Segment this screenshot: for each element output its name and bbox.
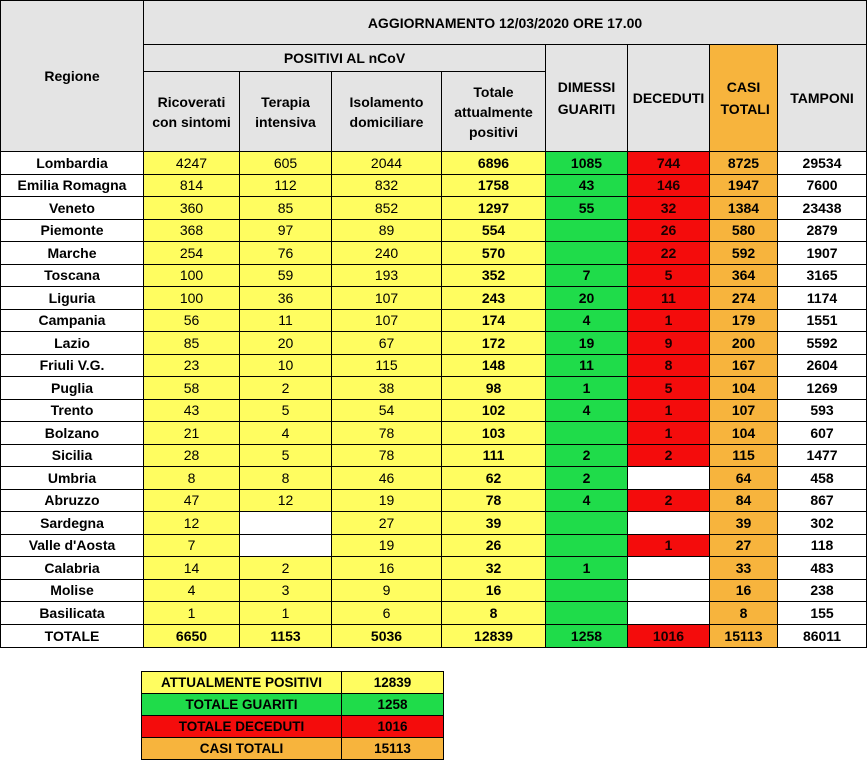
summary-value: 1258 bbox=[342, 694, 444, 716]
cell-totale: 554 bbox=[442, 219, 546, 242]
total-isolamento: 5036 bbox=[332, 624, 442, 647]
cell-casi: 167 bbox=[710, 354, 778, 377]
summary-value: 15113 bbox=[342, 738, 444, 760]
cell-dimessi bbox=[546, 534, 628, 557]
region-name: Molise bbox=[1, 579, 144, 602]
cell-casi: 1384 bbox=[710, 197, 778, 220]
cell-tamponi: 483 bbox=[778, 557, 867, 580]
cell-casi: 64 bbox=[710, 467, 778, 490]
region-name: Lazio bbox=[1, 332, 144, 355]
cell-dimessi bbox=[546, 242, 628, 265]
cell-casi: 200 bbox=[710, 332, 778, 355]
cell-isolamento: 78 bbox=[332, 422, 442, 445]
table-row bbox=[1, 512, 867, 535]
cell-terapia: 5 bbox=[240, 399, 332, 422]
cell-isolamento: 107 bbox=[332, 309, 442, 332]
cell-totale: 98 bbox=[442, 377, 546, 400]
summary-row bbox=[142, 694, 444, 716]
cell-isolamento: 6 bbox=[332, 602, 442, 625]
region-name: Friuli V.G. bbox=[1, 354, 144, 377]
cell-casi: 115 bbox=[710, 444, 778, 467]
cell-totale: 32 bbox=[442, 557, 546, 580]
cell-terapia: 112 bbox=[240, 174, 332, 197]
cell-isolamento: 27 bbox=[332, 512, 442, 535]
table-row bbox=[1, 287, 867, 310]
cell-deceduti: 744 bbox=[628, 152, 710, 175]
cell-dimessi: 55 bbox=[546, 197, 628, 220]
region-name: Abruzzo bbox=[1, 489, 144, 512]
total-terapia: 1153 bbox=[240, 624, 332, 647]
table-row bbox=[1, 489, 867, 512]
cell-deceduti: 32 bbox=[628, 197, 710, 220]
total-totale: 12839 bbox=[442, 624, 546, 647]
total-dimessi: 1258 bbox=[546, 624, 628, 647]
cell-casi: 364 bbox=[710, 264, 778, 287]
cell-tamponi: 238 bbox=[778, 579, 867, 602]
report-title: AGGIORNAMENTO 12/03/2020 ORE 17.00 bbox=[144, 1, 867, 45]
cell-isolamento: 9 bbox=[332, 579, 442, 602]
table-row bbox=[1, 377, 867, 400]
header-casi-totali: CASI TOTALI bbox=[710, 45, 778, 152]
header-dimessi: DIMESSI GUARITI bbox=[546, 45, 628, 152]
table-row bbox=[1, 422, 867, 445]
cell-tamponi: 118 bbox=[778, 534, 867, 557]
summary-label: CASI TOTALI bbox=[142, 738, 342, 760]
cell-totale: 26 bbox=[442, 534, 546, 557]
cell-totale: 78 bbox=[442, 489, 546, 512]
cell-totale: 172 bbox=[442, 332, 546, 355]
region-name: Campania bbox=[1, 309, 144, 332]
cell-ricoverati: 43 bbox=[144, 399, 240, 422]
table-row bbox=[1, 602, 867, 625]
cell-dimessi: 7 bbox=[546, 264, 628, 287]
cell-terapia: 59 bbox=[240, 264, 332, 287]
cell-terapia: 605 bbox=[240, 152, 332, 175]
cell-casi: 84 bbox=[710, 489, 778, 512]
table-row bbox=[1, 332, 867, 355]
cell-dimessi: 43 bbox=[546, 174, 628, 197]
cell-ricoverati: 56 bbox=[144, 309, 240, 332]
cell-tamponi: 302 bbox=[778, 512, 867, 535]
cell-terapia: 85 bbox=[240, 197, 332, 220]
cell-terapia: 36 bbox=[240, 287, 332, 310]
cell-casi: 27 bbox=[710, 534, 778, 557]
region-name: Basilicata bbox=[1, 602, 144, 625]
cell-deceduti bbox=[628, 467, 710, 490]
cell-ricoverati: 100 bbox=[144, 287, 240, 310]
cell-terapia: 97 bbox=[240, 219, 332, 242]
total-row bbox=[1, 624, 867, 647]
cell-deceduti: 1 bbox=[628, 534, 710, 557]
table-row bbox=[1, 152, 867, 175]
cell-totale: 352 bbox=[442, 264, 546, 287]
cell-terapia: 11 bbox=[240, 309, 332, 332]
cell-tamponi: 155 bbox=[778, 602, 867, 625]
summary-row bbox=[142, 716, 444, 738]
cell-terapia bbox=[240, 534, 332, 557]
cell-isolamento: 193 bbox=[332, 264, 442, 287]
region-name: Marche bbox=[1, 242, 144, 265]
region-name: Toscana bbox=[1, 264, 144, 287]
cell-dimessi: 4 bbox=[546, 309, 628, 332]
region-name: Sicilia bbox=[1, 444, 144, 467]
cell-ricoverati: 47 bbox=[144, 489, 240, 512]
summary-row bbox=[142, 738, 444, 760]
cell-ricoverati: 1 bbox=[144, 602, 240, 625]
cell-isolamento: 19 bbox=[332, 489, 442, 512]
cell-ricoverati: 58 bbox=[144, 377, 240, 400]
header-isolamento: Isolamento domiciliare bbox=[332, 72, 442, 152]
cell-ricoverati: 4 bbox=[144, 579, 240, 602]
cell-ricoverati: 28 bbox=[144, 444, 240, 467]
cell-ricoverati: 21 bbox=[144, 422, 240, 445]
cell-totale: 1297 bbox=[442, 197, 546, 220]
table-row bbox=[1, 242, 867, 265]
total-tamponi: 86011 bbox=[778, 624, 867, 647]
cell-totale: 148 bbox=[442, 354, 546, 377]
header-totale-positivi: Totale attualmente positivi bbox=[442, 72, 546, 152]
cell-tamponi: 7600 bbox=[778, 174, 867, 197]
cell-deceduti: 5 bbox=[628, 264, 710, 287]
cell-terapia: 12 bbox=[240, 489, 332, 512]
cell-isolamento: 115 bbox=[332, 354, 442, 377]
cell-casi: 580 bbox=[710, 219, 778, 242]
table-row bbox=[1, 354, 867, 377]
cell-dimessi: 2 bbox=[546, 444, 628, 467]
region-name: Sardegna bbox=[1, 512, 144, 535]
cell-casi: 8725 bbox=[710, 152, 778, 175]
cell-totale: 39 bbox=[442, 512, 546, 535]
cell-ricoverati: 100 bbox=[144, 264, 240, 287]
cell-dimessi bbox=[546, 579, 628, 602]
cell-isolamento: 46 bbox=[332, 467, 442, 490]
cell-tamponi: 1269 bbox=[778, 377, 867, 400]
cell-terapia: 3 bbox=[240, 579, 332, 602]
header-terapia: Terapia intensiva bbox=[240, 72, 332, 152]
cell-isolamento: 832 bbox=[332, 174, 442, 197]
cell-deceduti: 8 bbox=[628, 354, 710, 377]
cell-deceduti: 9 bbox=[628, 332, 710, 355]
cell-casi: 274 bbox=[710, 287, 778, 310]
header-deceduti: DECEDUTI bbox=[628, 45, 710, 152]
total-deceduti: 1016 bbox=[628, 624, 710, 647]
cell-terapia: 2 bbox=[240, 377, 332, 400]
region-name: Umbria bbox=[1, 467, 144, 490]
cell-isolamento: 54 bbox=[332, 399, 442, 422]
cell-totale: 243 bbox=[442, 287, 546, 310]
cell-casi: 8 bbox=[710, 602, 778, 625]
cell-deceduti: 1 bbox=[628, 399, 710, 422]
cell-deceduti bbox=[628, 512, 710, 535]
cell-casi: 179 bbox=[710, 309, 778, 332]
cell-terapia: 5 bbox=[240, 444, 332, 467]
cell-isolamento: 67 bbox=[332, 332, 442, 355]
table-row bbox=[1, 444, 867, 467]
cell-isolamento: 16 bbox=[332, 557, 442, 580]
table-row bbox=[1, 174, 867, 197]
cell-dimessi: 4 bbox=[546, 399, 628, 422]
cell-terapia: 2 bbox=[240, 557, 332, 580]
summary-label: TOTALE DECEDUTI bbox=[142, 716, 342, 738]
table-row bbox=[1, 197, 867, 220]
table-row bbox=[1, 219, 867, 242]
cell-totale: 103 bbox=[442, 422, 546, 445]
summary-label: TOTALE GUARITI bbox=[142, 694, 342, 716]
cell-totale: 16 bbox=[442, 579, 546, 602]
cell-tamponi: 5592 bbox=[778, 332, 867, 355]
cell-totale: 6896 bbox=[442, 152, 546, 175]
cell-isolamento: 2044 bbox=[332, 152, 442, 175]
cell-dimessi: 11 bbox=[546, 354, 628, 377]
cell-casi: 1947 bbox=[710, 174, 778, 197]
cell-totale: 62 bbox=[442, 467, 546, 490]
cell-tamponi: 23438 bbox=[778, 197, 867, 220]
cell-deceduti: 22 bbox=[628, 242, 710, 265]
cell-casi: 39 bbox=[710, 512, 778, 535]
cell-tamponi: 3165 bbox=[778, 264, 867, 287]
cell-deceduti: 146 bbox=[628, 174, 710, 197]
cell-terapia: 10 bbox=[240, 354, 332, 377]
cell-deceduti bbox=[628, 602, 710, 625]
cell-totale: 102 bbox=[442, 399, 546, 422]
cell-tamponi: 1907 bbox=[778, 242, 867, 265]
cell-terapia bbox=[240, 512, 332, 535]
region-name: Bolzano bbox=[1, 422, 144, 445]
cell-tamponi: 1551 bbox=[778, 309, 867, 332]
region-name: Liguria bbox=[1, 287, 144, 310]
cell-deceduti: 1 bbox=[628, 309, 710, 332]
cell-dimessi bbox=[546, 422, 628, 445]
cell-casi: 107 bbox=[710, 399, 778, 422]
cell-tamponi: 458 bbox=[778, 467, 867, 490]
cell-isolamento: 78 bbox=[332, 444, 442, 467]
cell-tamponi: 607 bbox=[778, 422, 867, 445]
cell-isolamento: 19 bbox=[332, 534, 442, 557]
cell-ricoverati: 12 bbox=[144, 512, 240, 535]
region-name: Calabria bbox=[1, 557, 144, 580]
cell-isolamento: 89 bbox=[332, 219, 442, 242]
region-name: Lombardia bbox=[1, 152, 144, 175]
cell-isolamento: 240 bbox=[332, 242, 442, 265]
cell-terapia: 8 bbox=[240, 467, 332, 490]
cell-ricoverati: 7 bbox=[144, 534, 240, 557]
cell-deceduti bbox=[628, 557, 710, 580]
cell-ricoverati: 360 bbox=[144, 197, 240, 220]
cell-tamponi: 2604 bbox=[778, 354, 867, 377]
cell-deceduti: 1 bbox=[628, 422, 710, 445]
table-body bbox=[1, 152, 867, 648]
region-name: Piemonte bbox=[1, 219, 144, 242]
cell-dimessi: 1 bbox=[546, 557, 628, 580]
summary-label: ATTUALMENTE POSITIVI bbox=[142, 672, 342, 694]
cell-dimessi: 1 bbox=[546, 377, 628, 400]
cell-isolamento: 107 bbox=[332, 287, 442, 310]
cell-dimessi bbox=[546, 219, 628, 242]
cell-ricoverati: 85 bbox=[144, 332, 240, 355]
cell-ricoverati: 814 bbox=[144, 174, 240, 197]
cell-terapia: 20 bbox=[240, 332, 332, 355]
cell-isolamento: 852 bbox=[332, 197, 442, 220]
summary-value: 1016 bbox=[342, 716, 444, 738]
cell-deceduti bbox=[628, 579, 710, 602]
cell-casi: 16 bbox=[710, 579, 778, 602]
cell-casi: 592 bbox=[710, 242, 778, 265]
cell-ricoverati: 4247 bbox=[144, 152, 240, 175]
cell-deceduti: 11 bbox=[628, 287, 710, 310]
table-row bbox=[1, 399, 867, 422]
region-name: Trento bbox=[1, 399, 144, 422]
cell-ricoverati: 8 bbox=[144, 467, 240, 490]
table-row bbox=[1, 309, 867, 332]
cell-terapia: 76 bbox=[240, 242, 332, 265]
cell-dimessi: 19 bbox=[546, 332, 628, 355]
cell-dimessi: 4 bbox=[546, 489, 628, 512]
cell-ricoverati: 14 bbox=[144, 557, 240, 580]
cell-tamponi: 1477 bbox=[778, 444, 867, 467]
region-name: Valle d'Aosta bbox=[1, 534, 144, 557]
cell-deceduti: 2 bbox=[628, 444, 710, 467]
cell-dimessi: 1085 bbox=[546, 152, 628, 175]
cell-deceduti: 26 bbox=[628, 219, 710, 242]
cell-dimessi: 20 bbox=[546, 287, 628, 310]
total-casi: 15113 bbox=[710, 624, 778, 647]
cell-ricoverati: 254 bbox=[144, 242, 240, 265]
cell-tamponi: 1174 bbox=[778, 287, 867, 310]
cell-isolamento: 38 bbox=[332, 377, 442, 400]
cell-totale: 8 bbox=[442, 602, 546, 625]
header-regione: Regione bbox=[1, 1, 144, 152]
cell-totale: 570 bbox=[442, 242, 546, 265]
cell-totale: 1758 bbox=[442, 174, 546, 197]
cell-deceduti: 5 bbox=[628, 377, 710, 400]
table-row bbox=[1, 264, 867, 287]
cell-tamponi: 593 bbox=[778, 399, 867, 422]
cell-tamponi: 2879 bbox=[778, 219, 867, 242]
table-row bbox=[1, 534, 867, 557]
table-row bbox=[1, 557, 867, 580]
cell-deceduti: 2 bbox=[628, 489, 710, 512]
cell-dimessi bbox=[546, 602, 628, 625]
cell-terapia: 4 bbox=[240, 422, 332, 445]
cell-ricoverati: 368 bbox=[144, 219, 240, 242]
summary-row bbox=[142, 672, 444, 694]
header-tamponi: TAMPONI bbox=[778, 45, 867, 152]
region-name: Veneto bbox=[1, 197, 144, 220]
header-positivi-group: POSITIVI AL nCoV bbox=[144, 45, 546, 72]
header-ricoverati: Ricoverati con sintomi bbox=[144, 72, 240, 152]
total-ricoverati: 6650 bbox=[144, 624, 240, 647]
cell-totale: 174 bbox=[442, 309, 546, 332]
cell-casi: 104 bbox=[710, 422, 778, 445]
table-row bbox=[1, 467, 867, 490]
region-name: Puglia bbox=[1, 377, 144, 400]
cell-casi: 104 bbox=[710, 377, 778, 400]
cell-dimessi bbox=[546, 512, 628, 535]
cell-terapia: 1 bbox=[240, 602, 332, 625]
total-label: TOTALE bbox=[1, 624, 144, 647]
cell-casi: 33 bbox=[710, 557, 778, 580]
cell-tamponi: 29534 bbox=[778, 152, 867, 175]
summary-value: 12839 bbox=[342, 672, 444, 694]
cell-tamponi: 867 bbox=[778, 489, 867, 512]
cell-ricoverati: 23 bbox=[144, 354, 240, 377]
cell-totale: 111 bbox=[442, 444, 546, 467]
summary-table bbox=[141, 671, 444, 760]
cell-dimessi: 2 bbox=[546, 467, 628, 490]
region-name: Emilia Romagna bbox=[1, 174, 144, 197]
table-row bbox=[1, 579, 867, 602]
